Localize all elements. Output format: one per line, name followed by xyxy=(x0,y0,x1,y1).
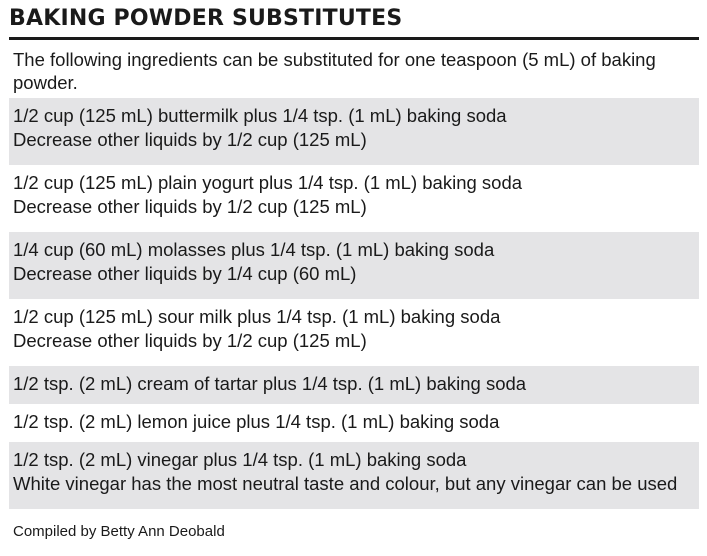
list-item-buttermilk xyxy=(9,98,699,165)
substitute-ingredient: 1/2 tsp. (2 mL) vinegar plus 1/4 tsp. (1 mL) baking soda xyxy=(13,449,467,470)
substitute-note: Decrease other liquids by 1/2 cup (125 mL) xyxy=(13,330,367,351)
substitute-note: Decrease other liquids by 1/4 cup (60 mL) xyxy=(13,263,357,284)
credit-line: Compiled by Betty Ann Deobald xyxy=(13,523,225,540)
list-item-vinegar xyxy=(9,442,699,509)
substitute-note: White vinegar has the most neutral taste and colour, but any vinegar can be used xyxy=(13,473,678,494)
substitute-ingredient: 1/2 tsp. (2 mL) cream of tartar plus 1/4 tsp. (1 mL) baking soda xyxy=(13,373,527,394)
list-item-sour-milk xyxy=(9,299,699,366)
substitute-ingredient: 1/2 cup (125 mL) plain yogurt plus 1/4 tsp. (1 mL) baking soda xyxy=(13,172,523,193)
substitute-ingredient: 1/2 cup (125 mL) sour milk plus 1/4 tsp. (1 mL) baking soda xyxy=(13,306,501,327)
list-item-plain-yogurt xyxy=(9,165,699,232)
substitute-ingredient: 1/2 tsp. (2 mL) lemon juice plus 1/4 tsp. (1 mL) baking soda xyxy=(13,411,500,432)
substitute-ingredient: 1/2 cup (125 mL) buttermilk plus 1/4 tsp. (1 mL) baking soda xyxy=(13,105,507,126)
substitute-note: Decrease other liquids by 1/2 cup (125 mL) xyxy=(13,196,367,217)
list-item-molasses xyxy=(9,232,699,299)
substitute-ingredient: 1/4 cup (60 mL) molasses plus 1/4 tsp. (1 mL) baking soda xyxy=(13,239,495,260)
list-item-lemon-juice xyxy=(9,404,699,442)
list-item-cream-of-tartar xyxy=(9,366,699,404)
substitute-note: Decrease other liquids by 1/2 cup (125 mL) xyxy=(13,129,367,150)
intro-text: The following ingredients can be substituted for one teaspoon (5 mL) of baking powder. xyxy=(13,49,656,93)
substitutes-list xyxy=(9,98,699,509)
page-title: BAKING POWDER SUBSTITUTES xyxy=(9,6,403,31)
